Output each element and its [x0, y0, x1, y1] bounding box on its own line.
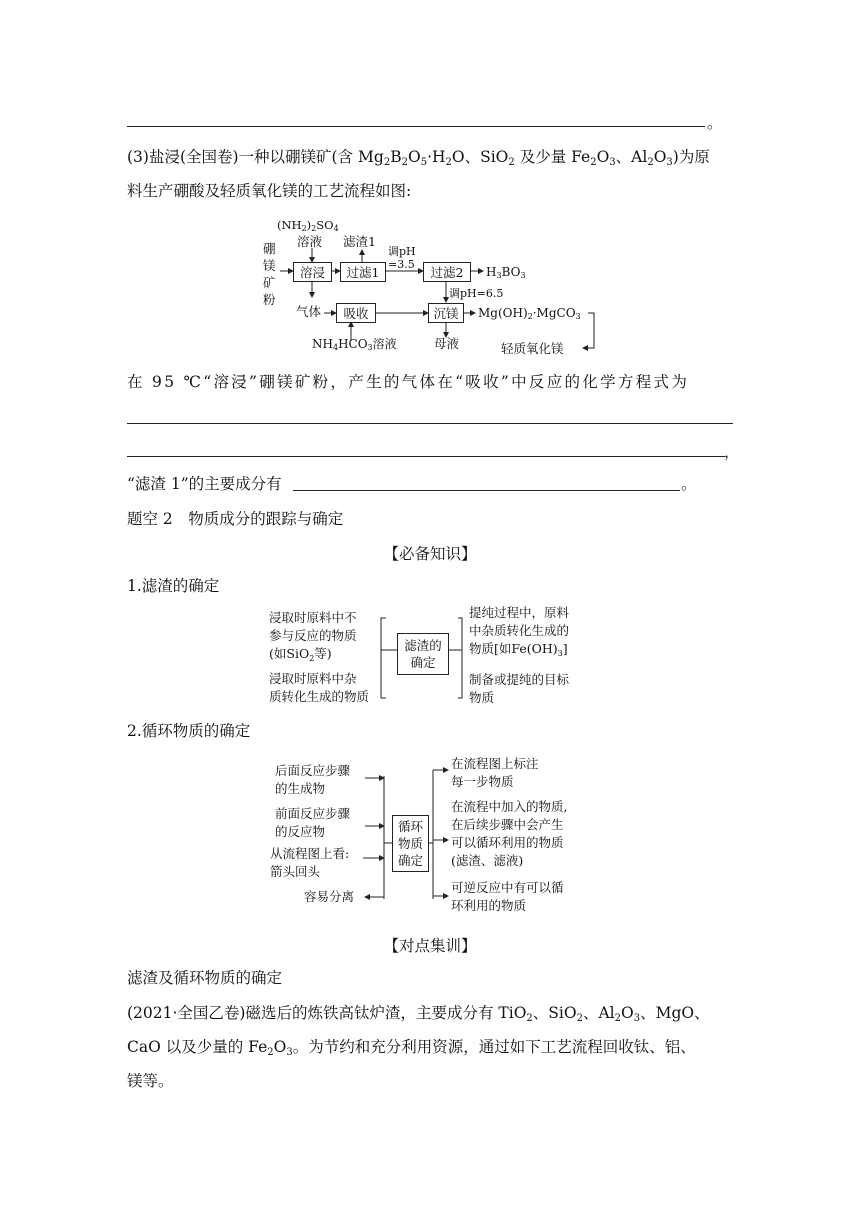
answer-line[interactable]	[293, 490, 680, 491]
residue-source-impurity: 浸取时原料中杂 质转化生成的物质	[269, 671, 370, 704]
recycle-left-2: 前面反应步骤 的反应物	[275, 806, 351, 839]
absorption-box: 吸收	[336, 303, 376, 323]
training-subtitle: 滤渣及循环物质的确定	[127, 969, 283, 987]
recycle-right-2: 在流程中加入的物质, 在后续步骤中会产生 可以循环利用的物质 (滤渣、滤液)	[451, 799, 568, 868]
knowledge-heading: 【必备知识】	[383, 545, 477, 563]
exam-question-line1: (2021·全国乙卷)磁选后的炼铁高钛炉渣，主要成分有 TiO$_2$、SiO$_2$、$Al_2O_3$、MgO、	[127, 1004, 710, 1024]
recycle-right-1: 在流程图上标注 每一步物质	[451, 756, 539, 789]
residue-center-box: 滤渣的 确定	[397, 633, 449, 675]
mg-precipitation-box: 沉镁	[428, 303, 464, 323]
mg-product-label: $Mg(OH)_2\cdot MgCO_3$	[478, 306, 581, 321]
section-title: 题空 2 物质成分的跟踪与确定	[127, 510, 344, 528]
residue-source-unreacted: 浸取时原料中不 参与反应的物质 (如SiO$_2$等)	[269, 610, 357, 663]
light-mgo-label: 轻质氧化镁	[501, 341, 564, 356]
exam-question-line3: 镁等。	[127, 1072, 174, 1090]
raw-material-label: 硼 镁 矿 粉	[263, 241, 276, 307]
heading-residue: 1.滤渣的确定	[127, 577, 220, 595]
heading-recycle: 2.循环物质的确定	[127, 722, 251, 740]
question-3-line2: 料生产硼酸及轻质氧化镁的工艺流程如图:	[127, 182, 412, 200]
training-heading: 【对点集训】	[383, 937, 477, 955]
recycle-center-box: 循环 物质 确定	[392, 815, 429, 872]
ph-6.5-label: 调pH=6.5	[449, 287, 504, 300]
boric-acid-label: $H_3BO_3$	[486, 265, 526, 280]
residue-target-product: 制备或提纯的目标 物质	[469, 672, 570, 705]
ammonium-sulfate-label: $(NH_2)_2SO_4$	[277, 218, 339, 233]
recycle-right-3: 可逆反应中有可以循 环利用的物质	[451, 880, 564, 913]
answer-line[interactable]	[127, 423, 733, 424]
leaching-box: 溶浸	[293, 262, 332, 282]
residue1-label: 滤渣1	[343, 234, 376, 249]
recycle-left-3: 从流程图上看: 箭头回头	[270, 846, 350, 879]
recycle-left-1: 后面反应步骤 的生成物	[275, 763, 351, 796]
adjust-ph-label: 调pH	[388, 245, 416, 258]
solution-label: 溶液	[297, 234, 323, 249]
filter2-box: 过滤2	[423, 262, 471, 282]
filter1-box: 过滤1	[340, 262, 386, 282]
ammonium-bicarbonate-label: $NH_4HCO_3$溶液	[312, 337, 397, 352]
recycle-left-4: 容易分离	[304, 889, 355, 904]
period: 。	[707, 114, 723, 132]
ph-3.5-label: =3.5	[388, 258, 415, 271]
answer-line[interactable]	[127, 456, 725, 457]
question-ask-1: 在 95 ℃“溶浸”硼镁矿粉，产生的气体在“吸收”中反应的化学方程式为	[127, 373, 690, 391]
question-ask-2: “滤渣 1”的主要成分有	[127, 475, 282, 493]
residue-purification-byproduct: 提纯过程中，原料 中杂质转化生成的 物质[如$Fe(OH)_3$]	[469, 605, 570, 658]
comma: ，	[724, 443, 740, 461]
period: 。	[681, 475, 697, 493]
question-3-line1: (3)盐浸(全国卷)一种以硼镁矿(含 $Mg_2B_2O_5\cdot H_2O$、SiO$_2$ 及少量 $Fe_2O_3$、$Al_2O_3$)为原	[127, 148, 710, 168]
gas-label: 气体	[296, 304, 322, 319]
exam-question-line2: CaO 以及少量的 $Fe_2O_3$。为节约和充分利用资源，通过如下工艺流程回收钛、铝、	[127, 1038, 696, 1058]
mother-liquor-label: 母液	[434, 336, 460, 351]
